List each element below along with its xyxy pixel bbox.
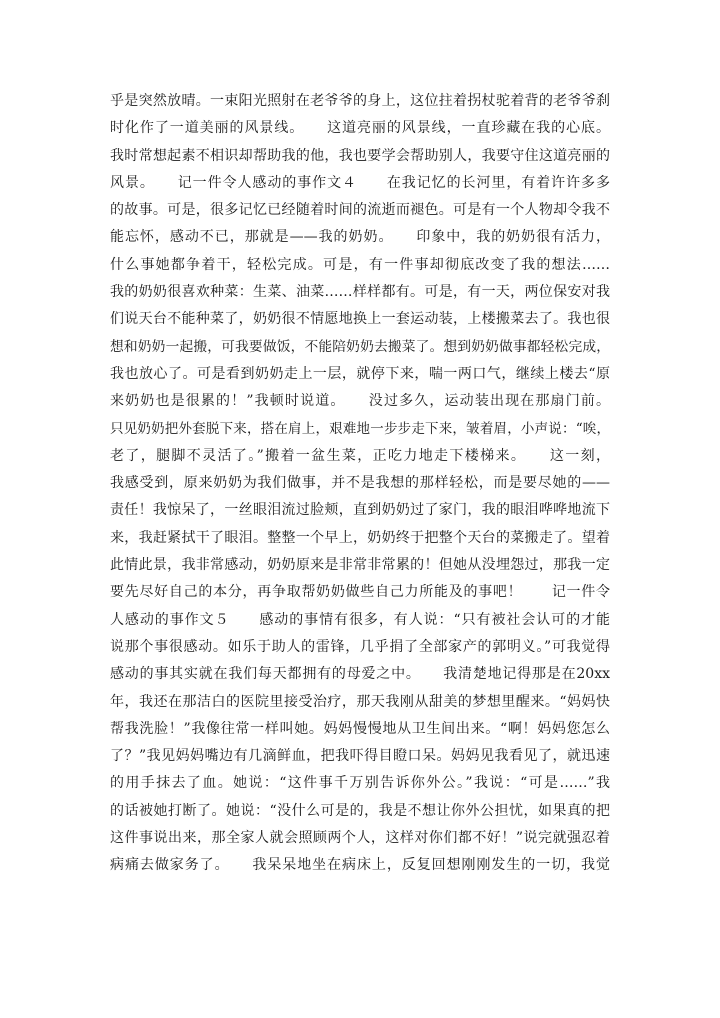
text-line: 感动的事其实就在我们每天都拥有的母爱之中。 我清楚地记得那是在20xx (110, 666, 610, 683)
text-line: 来奶奶也是很累的！”我顿时说道。 没过多久，运动装出现在那扇门前。 (110, 393, 610, 410)
text-line: 年，我还在那洁白的医院里接受治疗，那天我刚从甜美的梦想里醒来。“妈妈快 (110, 693, 610, 710)
text-line: 老了，腿脚不灵活了。”搬着一盆生菜，正吃力地走下楼梯来。 这一刻， (110, 447, 610, 464)
text-line: 时化作了一道美丽的风景线。 这道亮丽的风景线，一直珍藏在我的心底。 (110, 120, 610, 137)
text-line: 想和奶奶一起搬，可我要做饭，不能陪奶奶去搬菜了。想到奶奶做事都轻松完成， (110, 338, 610, 355)
text-line: 了？”我见妈妈嘴边有几滴鲜血，把我吓得目瞪口呆。妈妈见我看见了，就迅速 (110, 748, 610, 765)
text-line: 责任！我惊呆了，一丝眼泪流过脸颊，直到奶奶过了家门，我的眼泪哗哗地流下 (110, 502, 610, 519)
text-line: 这件事说出来，那全家人就会照顾两个人，这样对你们都不好！”说完就强忍着 (110, 830, 610, 847)
text-line: 们说天台不能种菜了，奶奶很不情愿地换上一套运动装，上楼搬菜去了。我也很 (110, 311, 610, 328)
text-line: 帮我洗脸！”我像往常一样叫她。妈妈慢慢地从卫生间出来。“啊！妈妈您怎么 (110, 720, 610, 737)
text-line: 我感受到，原来奶奶为我们做事，并不是我想的那样轻松，而是要尽她的—— (110, 475, 610, 492)
text-line: 要先尽好自己的本分，再争取帮奶奶做些自己力所能及的事吧！ 记一件令 (110, 584, 610, 601)
text-line: 能忘怀，感动不已，那就是——我的奶奶。 印象中，我的奶奶很有活力， (110, 229, 610, 246)
text-line: 的话被她打断了。她说：“没什么可是的，我是不想让你外公担忧，如果真的把 (110, 802, 610, 819)
text-line: 什么事她都争着干，轻松完成。可是，有一件事却彻底改变了我的想法…… (110, 256, 610, 273)
body-text (110, 88, 610, 880)
text-line: 只见奶奶把外套脱下来，搭在肩上，艰难地一步步走下来，皱着眉，小声说：“唉， (110, 420, 610, 437)
text-line: 风景。 记一件令人感动的事作文４ 在我记忆的长河里，有着许许多多 (110, 174, 610, 191)
text-line: 病痛去做家务了。 我呆呆地坐在病床上，反复回想刚刚发生的一切，我觉 (110, 857, 610, 874)
text-line: 乎是突然放晴。一束阳光照射在老爷爷的身上，这位拄着拐杖驼着背的老爷爷刹 (110, 93, 610, 109)
text-line: 我的奶奶很喜欢种菜：生菜、油菜……样样都有。可是，有一天，两位保安对我 (110, 284, 610, 301)
text-line: 我时常想起素不相识却帮助我的他，我也要学会帮助别人，我要守住这道亮丽的 (110, 147, 610, 164)
text-line: 我也放心了。可是看到奶奶走上一层，就停下来，喘一两口气，继续上楼去“原 (110, 365, 610, 382)
text-line: 此情此景，我非常感动，奶奶原来是非常非常累的！但她从没埋怨过，那我一定 (110, 557, 610, 574)
text-line: 来，我赶紧拭干了眼泪。整整一个早上，奶奶终于把整个天台的菜搬走了。望着 (110, 529, 610, 546)
text-line: 说那个事很感动。如乐于助人的雷锋，几乎捐了全部家产的郭明义。”可我觉得 (110, 638, 610, 655)
text-line: 的用手抹去了血。她说：“这件事千万别告诉你外公。”我说：“可是……”我 (110, 775, 610, 792)
text-line: 人感动的事作文５ 感动的事情有很多，有人说：“只有被社会认可的才能 (110, 611, 610, 628)
text-line: 的故事。可是，很多记忆已经随着时间的流逝而褪色。可是有一个人物却令我不 (110, 202, 610, 219)
